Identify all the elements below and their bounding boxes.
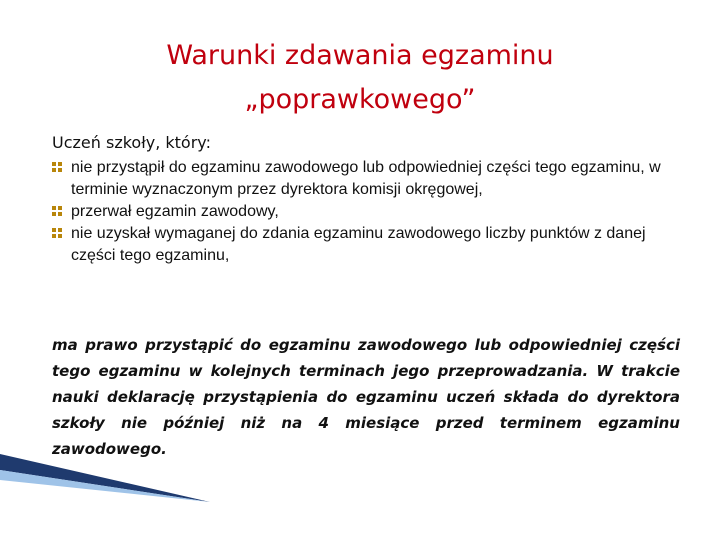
condition-list xyxy=(52,157,682,267)
list-item-text: nie przystąpił do egzaminu zawodowego lub odpowiedniej części tego egzaminu, w terminie wyznaczonym przez dyrektora komisji okręgowej, xyxy=(71,159,661,198)
bullet-icon xyxy=(52,228,62,239)
list-item xyxy=(52,223,682,267)
bullet-icon xyxy=(52,162,62,173)
list-item xyxy=(52,157,682,201)
title-line-1: Warunki zdawania egzaminu xyxy=(166,40,554,71)
list-item xyxy=(52,201,682,223)
rights-paragraph: ma prawo przystąpić do egzaminu zawodowego lub odpowiedniej części tego egzaminu w kolejnych terminach jego przeprowadzania. W trakcie nauki deklarację przystąpienia do egzaminu uczeń składa do dyrektora szkoły nie później niż na 4 miesiące przed terminem egzaminu zawodowego. xyxy=(52,336,680,458)
title-line-2: „poprawkowego” xyxy=(244,84,476,115)
list-item-text: nie uzyskał wymaganej do zdania egzaminu zawodowego liczby punktów z danej części tego egzaminu, xyxy=(71,225,646,264)
bullet-icon xyxy=(52,206,62,217)
decorative-corner-swoosh xyxy=(0,440,720,540)
list-item-text: przerwał egzamin zawodowy, xyxy=(71,203,279,220)
intro-text: Uczeń szkoły, który: xyxy=(52,133,211,152)
slide-title xyxy=(60,34,660,122)
